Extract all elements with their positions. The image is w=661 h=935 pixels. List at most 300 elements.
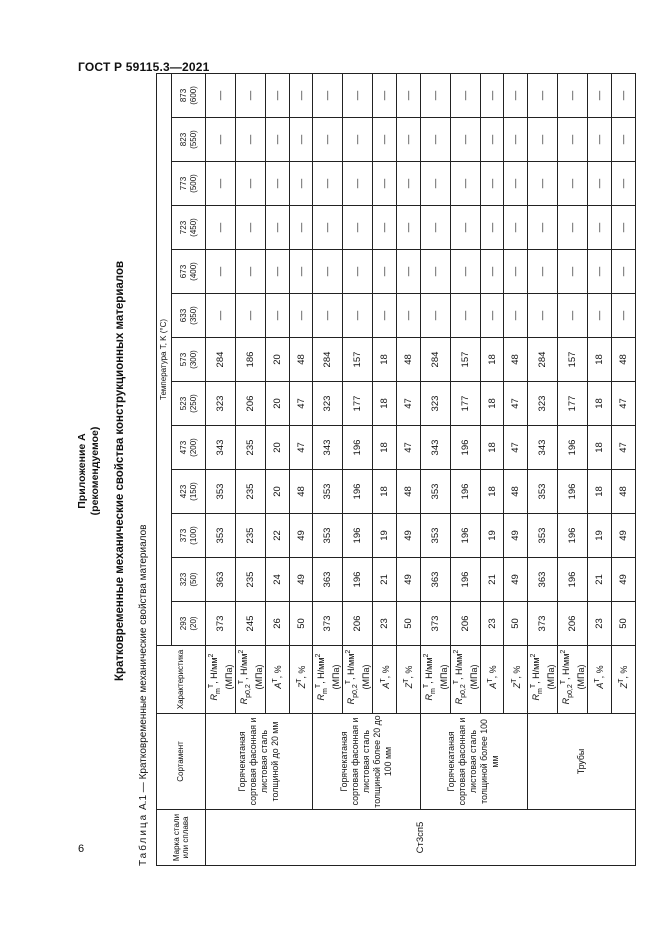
page-header: ГОСТ Р 59115.3—2021: [78, 60, 210, 74]
characteristic-cell: [450, 646, 480, 714]
characteristic-cell: [588, 646, 612, 714]
header-temperature: Температура T, K (°C): [157, 73, 172, 645]
value-cell: 18: [588, 426, 612, 470]
value-cell: —: [480, 73, 504, 117]
value-cell: 18: [480, 338, 504, 382]
characteristic-sym: R: [239, 697, 249, 705]
value-cell: 20: [266, 382, 290, 426]
value-cell: —: [236, 294, 266, 338]
temperature-celsius: (550): [188, 130, 198, 149]
value-cell: 177: [558, 382, 588, 426]
table-row: [528, 73, 558, 865]
temperature-header: [172, 73, 206, 117]
value-cell: —: [611, 250, 635, 294]
value-cell: 18: [480, 470, 504, 514]
characteristic-pow: 2: [422, 653, 430, 658]
value-cell: —: [611, 206, 635, 250]
characteristic-sub: p0,2: [567, 684, 575, 698]
temperature-header: [172, 514, 206, 558]
characteristic-pow: 2: [208, 653, 215, 658]
value-cell: —: [343, 118, 373, 162]
value-cell: —: [450, 206, 480, 250]
value-cell: —: [397, 118, 421, 162]
value-cell: 49: [397, 514, 421, 558]
value-cell: 48: [289, 470, 313, 514]
value-cell: —: [450, 162, 480, 206]
value-cell: —: [504, 250, 528, 294]
value-cell: 196: [343, 558, 373, 602]
value-cell: 196: [343, 514, 373, 558]
characteristic-cell: [528, 646, 558, 714]
table-row: [420, 73, 450, 865]
value-cell: 50: [397, 602, 421, 646]
value-cell: —: [289, 294, 313, 338]
value-cell: —: [313, 206, 343, 250]
temperature-celsius: (450): [188, 218, 198, 237]
value-cell: 206: [236, 382, 266, 426]
characteristic-sub: p0,2: [352, 684, 360, 698]
value-cell: 49: [289, 514, 313, 558]
value-cell: 353: [420, 470, 450, 514]
value-cell: —: [236, 250, 266, 294]
value-cell: —: [480, 118, 504, 162]
value-cell: —: [266, 162, 290, 206]
value-cell: 49: [611, 514, 635, 558]
characteristic-sym: A: [488, 682, 499, 689]
temperature-header: [172, 162, 206, 206]
value-cell: 284: [206, 338, 236, 382]
value-cell: 20: [266, 426, 290, 470]
value-cell: —: [397, 294, 421, 338]
characteristic-sym: Z: [511, 682, 522, 689]
value-cell: —: [206, 206, 236, 250]
table-row: [206, 73, 236, 865]
value-cell: —: [450, 73, 480, 117]
characteristic-mpa: (МПа): [224, 664, 234, 690]
value-cell: 353: [528, 470, 558, 514]
value-cell: —: [480, 294, 504, 338]
temperature-kelvin: 373: [179, 528, 188, 543]
characteristic-sup: T: [403, 678, 411, 683]
characteristic-sym: R: [316, 693, 327, 701]
value-cell: 373: [313, 602, 343, 646]
value-cell: —: [289, 250, 313, 294]
value-cell: —: [206, 162, 236, 206]
value-cell: —: [313, 294, 343, 338]
value-cell: 50: [611, 602, 635, 646]
characteristic-sup: T: [208, 683, 215, 689]
characteristic-cell: [289, 646, 313, 714]
table-row: [313, 73, 343, 865]
value-cell: —: [373, 294, 397, 338]
value-cell: 196: [343, 426, 373, 470]
page-number: 6: [78, 843, 85, 855]
characteristic-sup: T: [452, 679, 460, 685]
value-cell: —: [266, 206, 290, 250]
value-cell: —: [558, 250, 588, 294]
value-cell: 18: [373, 470, 397, 514]
grade-cell: Ст3сп5: [206, 810, 636, 866]
temperature-header: [172, 426, 206, 470]
temperature-kelvin: 573: [179, 352, 188, 367]
value-cell: 196: [558, 426, 588, 470]
value-cell: —: [206, 294, 236, 338]
value-cell: —: [558, 118, 588, 162]
section-title: Кратковременные механические свойства конструкционных материалов: [114, 260, 126, 682]
value-cell: 23: [588, 602, 612, 646]
characteristic-cell: [266, 646, 290, 714]
value-cell: —: [313, 118, 343, 162]
characteristic-cell: [420, 646, 450, 714]
value-cell: 21: [373, 558, 397, 602]
value-cell: 49: [397, 558, 421, 602]
value-cell: —: [420, 162, 450, 206]
value-cell: —: [480, 162, 504, 206]
value-cell: 48: [504, 338, 528, 382]
temperature-header: [172, 250, 206, 294]
characteristic-unit: , Н/мм: [239, 653, 249, 680]
characteristic-sym: A: [595, 682, 606, 689]
value-cell: —: [266, 250, 290, 294]
characteristic-sym: Z: [404, 682, 415, 689]
value-cell: —: [236, 162, 266, 206]
characteristic-cell: [611, 646, 635, 714]
value-cell: —: [504, 162, 528, 206]
value-cell: —: [373, 73, 397, 117]
characteristic-sym: R: [453, 697, 464, 705]
value-cell: 49: [289, 558, 313, 602]
value-cell: 196: [558, 558, 588, 602]
value-cell: 157: [450, 338, 480, 382]
characteristic-pow: 2: [238, 649, 245, 654]
value-cell: 235: [236, 470, 266, 514]
value-cell: —: [206, 250, 236, 294]
characteristic-sup: T: [510, 678, 518, 683]
characteristic-sup: T: [272, 678, 280, 683]
temperature-kelvin: 873: [179, 88, 188, 103]
value-cell: —: [236, 73, 266, 117]
temperature-header: [172, 294, 206, 338]
value-cell: —: [289, 206, 313, 250]
value-cell: 26: [266, 602, 290, 646]
value-cell: 206: [450, 602, 480, 646]
value-cell: —: [588, 118, 612, 162]
characteristic-unit: , %: [380, 665, 391, 679]
temperature-kelvin: 323: [179, 572, 188, 587]
value-cell: 21: [480, 558, 504, 602]
value-cell: 177: [343, 382, 373, 426]
value-cell: —: [236, 206, 266, 250]
value-cell: 47: [397, 426, 421, 470]
temperature-header: [172, 558, 206, 602]
value-cell: 18: [588, 470, 612, 514]
value-cell: —: [373, 250, 397, 294]
sortament-cell: Горячекатаная сортовая фасонная и листовая сталь толщиной более 20 до 100 мм: [313, 714, 420, 810]
temperature-kelvin: 423: [179, 484, 188, 499]
value-cell: 23: [480, 602, 504, 646]
temperature-header: [172, 206, 206, 250]
value-cell: —: [343, 250, 373, 294]
characteristic-sup: T: [238, 679, 245, 685]
characteristic-sup: T: [296, 678, 304, 683]
characteristic-pow: 2: [345, 649, 353, 654]
characteristic-pow: 2: [560, 649, 568, 654]
appendix-title: Приложение А: [76, 433, 88, 509]
value-cell: 363: [206, 558, 236, 602]
value-cell: —: [397, 206, 421, 250]
value-cell: 235: [236, 514, 266, 558]
value-cell: —: [397, 73, 421, 117]
characteristic-cell: [236, 646, 266, 714]
characteristic-sup: T: [560, 679, 568, 685]
value-cell: —: [236, 118, 266, 162]
value-cell: 50: [289, 602, 313, 646]
value-cell: —: [611, 118, 635, 162]
table-caption: [138, 525, 149, 866]
temperature-kelvin: 633: [179, 308, 188, 323]
value-cell: 18: [373, 426, 397, 470]
properties-table: [156, 73, 636, 866]
value-cell: 196: [450, 470, 480, 514]
value-cell: 18: [480, 382, 504, 426]
characteristic-sym: R: [531, 693, 542, 701]
characteristic-sub: p0,2: [245, 684, 252, 698]
value-cell: 47: [397, 382, 421, 426]
value-cell: 235: [236, 558, 266, 602]
value-cell: 284: [528, 338, 558, 382]
temperature-kelvin: 723: [179, 220, 188, 235]
value-cell: 49: [504, 514, 528, 558]
temperature-kelvin: 673: [179, 264, 188, 279]
value-cell: 21: [588, 558, 612, 602]
value-cell: —: [420, 206, 450, 250]
value-cell: —: [528, 294, 558, 338]
value-cell: 20: [266, 470, 290, 514]
value-cell: 373: [206, 602, 236, 646]
temperature-kelvin: 823: [179, 132, 188, 147]
value-cell: —: [504, 118, 528, 162]
value-cell: 196: [343, 470, 373, 514]
characteristic-sub: m: [322, 688, 330, 694]
value-cell: 49: [504, 558, 528, 602]
characteristic-sup: T: [594, 678, 602, 683]
temperature-celsius: (20): [188, 616, 198, 631]
characteristic-unit: , Н/мм: [346, 653, 357, 680]
temperature-celsius: (400): [188, 262, 198, 281]
value-cell: —: [266, 294, 290, 338]
value-cell: 323: [528, 382, 558, 426]
value-cell: 50: [504, 602, 528, 646]
value-cell: —: [450, 294, 480, 338]
value-cell: —: [420, 294, 450, 338]
characteristic-sup: T: [315, 683, 323, 689]
rotated-content: [76, 76, 630, 866]
value-cell: —: [611, 162, 635, 206]
characteristic-sup: T: [618, 678, 626, 683]
value-cell: 353: [420, 514, 450, 558]
characteristic-cell: [343, 646, 373, 714]
value-cell: 353: [528, 514, 558, 558]
value-cell: 343: [528, 426, 558, 470]
value-cell: —: [588, 73, 612, 117]
characteristic-cell: [373, 646, 397, 714]
value-cell: —: [420, 73, 450, 117]
temperature-celsius: (500): [188, 174, 198, 193]
value-cell: —: [343, 206, 373, 250]
temperature-kelvin: 293: [179, 616, 188, 631]
value-cell: —: [558, 73, 588, 117]
value-cell: —: [206, 118, 236, 162]
value-cell: 22: [266, 514, 290, 558]
characteristic-unit: , %: [404, 665, 415, 679]
characteristic-unit: , %: [488, 665, 499, 679]
value-cell: 157: [343, 338, 373, 382]
value-cell: 196: [558, 470, 588, 514]
value-cell: 353: [313, 514, 343, 558]
value-cell: —: [504, 73, 528, 117]
characteristic-cell: [504, 646, 528, 714]
appendix-subtitle: (рекомендуемое): [89, 426, 101, 516]
temperature-header: [172, 118, 206, 162]
value-cell: 23: [373, 602, 397, 646]
value-cell: —: [313, 162, 343, 206]
characteristic-unit: , %: [595, 665, 606, 679]
sortament-cell: Горячекатаная сортовая фасонная и листовая сталь толщиной до 20 мм: [206, 714, 313, 810]
value-cell: 343: [206, 426, 236, 470]
value-cell: 47: [289, 426, 313, 470]
value-cell: —: [558, 294, 588, 338]
temperature-celsius: (150): [188, 482, 198, 501]
value-cell: 284: [313, 338, 343, 382]
value-cell: —: [266, 73, 290, 117]
temperature-celsius: (300): [188, 350, 198, 369]
value-cell: 19: [588, 514, 612, 558]
characteristic-sym: R: [561, 697, 572, 705]
value-cell: —: [373, 118, 397, 162]
value-cell: 353: [206, 470, 236, 514]
value-cell: 186: [236, 338, 266, 382]
characteristic-sym: Z: [297, 682, 308, 689]
value-cell: —: [289, 73, 313, 117]
value-cell: —: [611, 294, 635, 338]
value-cell: —: [206, 73, 236, 117]
value-cell: 373: [528, 602, 558, 646]
value-cell: —: [504, 206, 528, 250]
characteristic-mpa: (МПа): [361, 664, 372, 690]
value-cell: —: [373, 206, 397, 250]
value-cell: 47: [611, 426, 635, 470]
characteristic-mpa: (МПа): [438, 664, 449, 690]
value-cell: 235: [236, 426, 266, 470]
value-cell: —: [397, 250, 421, 294]
value-cell: 18: [588, 338, 612, 382]
value-cell: 196: [558, 514, 588, 558]
value-cell: 24: [266, 558, 290, 602]
value-cell: —: [611, 73, 635, 117]
characteristic-cell: [480, 646, 504, 714]
value-cell: 48: [611, 338, 635, 382]
value-cell: 47: [289, 382, 313, 426]
value-cell: —: [528, 206, 558, 250]
temperature-celsius: (350): [188, 306, 198, 325]
value-cell: —: [558, 206, 588, 250]
characteristic-sub: m: [215, 688, 222, 694]
characteristic-sym: R: [209, 693, 219, 701]
characteristic-unit: , %: [511, 665, 522, 679]
value-cell: —: [588, 250, 612, 294]
value-cell: 18: [588, 382, 612, 426]
value-cell: —: [528, 118, 558, 162]
value-cell: 47: [504, 382, 528, 426]
characteristic-mpa: (МПа): [254, 664, 264, 690]
characteristic-mpa: (МПа): [468, 664, 479, 690]
temperature-header: [172, 602, 206, 646]
value-cell: —: [588, 294, 612, 338]
value-cell: —: [343, 294, 373, 338]
value-cell: 323: [313, 382, 343, 426]
characteristic-unit: , Н/мм: [209, 657, 219, 684]
characteristic-pow: 2: [452, 649, 460, 654]
value-cell: 18: [373, 338, 397, 382]
value-cell: 363: [420, 558, 450, 602]
value-cell: 19: [373, 514, 397, 558]
temperature-kelvin: 473: [179, 440, 188, 455]
characteristic-sym: R: [346, 697, 357, 705]
characteristic-sub: m: [429, 688, 437, 694]
temperature-kelvin: 523: [179, 396, 188, 411]
characteristic-sym: R: [423, 693, 434, 701]
characteristic-mpa: (МПа): [331, 664, 342, 690]
value-cell: 343: [420, 426, 450, 470]
value-cell: 206: [558, 602, 588, 646]
temperature-celsius: (50): [188, 572, 198, 587]
temperature-header: [172, 382, 206, 426]
value-cell: —: [450, 250, 480, 294]
table-caption-text: А.1 — Кратковременные механические свойства материалов: [138, 524, 149, 813]
characteristic-sup: T: [530, 683, 538, 689]
characteristic-unit: , Н/мм: [316, 657, 327, 684]
characteristic-sup: T: [487, 678, 495, 683]
value-cell: 373: [420, 602, 450, 646]
value-cell: 47: [611, 382, 635, 426]
value-cell: —: [289, 118, 313, 162]
value-cell: 363: [313, 558, 343, 602]
value-cell: 177: [450, 382, 480, 426]
characteristic-mpa: (МПа): [576, 664, 587, 690]
characteristic-cell: [397, 646, 421, 714]
value-cell: —: [343, 73, 373, 117]
value-cell: —: [313, 250, 343, 294]
value-cell: —: [450, 118, 480, 162]
value-cell: 196: [450, 558, 480, 602]
value-cell: —: [588, 162, 612, 206]
value-cell: 343: [313, 426, 343, 470]
value-cell: 48: [504, 470, 528, 514]
characteristic-sym: A: [273, 682, 284, 689]
value-cell: 284: [420, 338, 450, 382]
value-cell: —: [313, 73, 343, 117]
temperature-kelvin: 773: [179, 176, 188, 191]
value-cell: 19: [480, 514, 504, 558]
table-caption-label: Таблица: [138, 812, 149, 866]
sortament-cell: Трубы: [528, 714, 635, 810]
characteristic-sup: T: [422, 683, 430, 689]
value-cell: —: [343, 162, 373, 206]
characteristic-sub: m: [537, 688, 545, 694]
sortament-cell: Горячекатаная сортовая фасонная и листовая сталь толщиной более 100 мм: [420, 714, 527, 810]
value-cell: 323: [420, 382, 450, 426]
value-cell: 245: [236, 602, 266, 646]
